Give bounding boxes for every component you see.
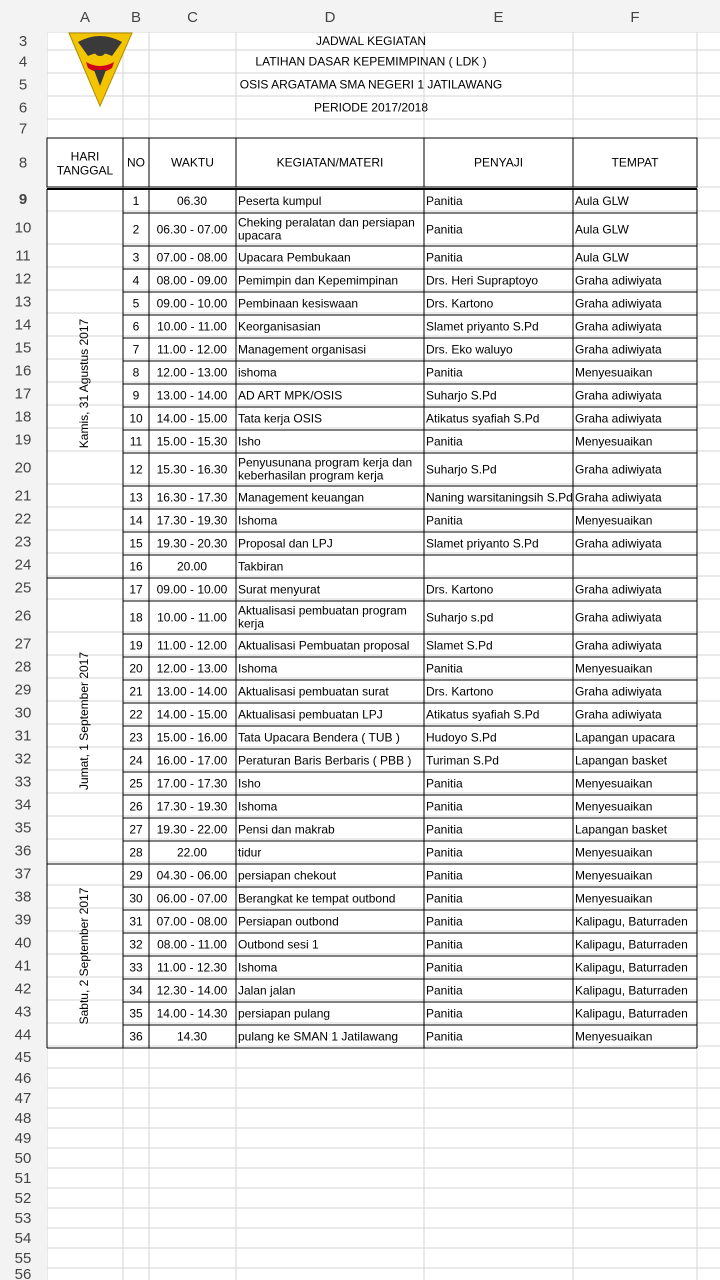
- cell-waktu[interactable]: 11.00 - 12.00: [157, 638, 227, 653]
- row-number[interactable]: 27: [14, 635, 32, 653]
- cell-tempat[interactable]: Aula GLW: [575, 194, 629, 208]
- cell-no[interactable]: 17: [129, 582, 143, 597]
- row-number[interactable]: 38: [14, 888, 32, 906]
- row-number[interactable]: 54: [14, 1230, 32, 1247]
- cell-no[interactable]: 34: [129, 983, 143, 998]
- cell-kegiatan[interactable]: pulang ke SMAN 1 Jatilawang: [238, 1029, 399, 1044]
- cell-kegiatan[interactable]: Aktualisasi pembuatan surat: [238, 684, 389, 699]
- table-row[interactable]: [123, 412, 697, 431]
- cell-kegiatan[interactable]: Isho: [238, 776, 261, 791]
- row-number[interactable]: 32: [14, 750, 32, 768]
- row-number[interactable]: 43: [14, 1003, 32, 1021]
- cell-kegiatan[interactable]: Aktualisasi pembuatan LPJ: [238, 707, 383, 722]
- cell-waktu[interactable]: 09.00 - 10.00: [156, 582, 228, 597]
- cell-waktu[interactable]: 16.00 - 17.00: [156, 753, 228, 768]
- cell-no[interactable]: 24: [129, 753, 143, 768]
- cell-penyaji[interactable]: Panitia: [426, 776, 463, 791]
- table-row[interactable]: [123, 731, 697, 750]
- cell-no[interactable]: 21: [129, 684, 143, 699]
- cell-penyaji[interactable]: Panitia: [426, 513, 463, 528]
- table-row[interactable]: [123, 754, 697, 773]
- cell-waktu[interactable]: 07.00 - 08.00: [156, 250, 228, 265]
- cell-waktu[interactable]: 07.00 - 08.00: [156, 914, 228, 929]
- cell-tempat[interactable]: Graha adiwiyata: [575, 638, 662, 653]
- cell-kegiatan[interactable]: Pensi dan makrab: [238, 822, 335, 837]
- cell-penyaji[interactable]: Panitia: [426, 845, 463, 860]
- cell-no[interactable]: 1: [132, 194, 140, 208]
- cell-kegiatan[interactable]: Aktualisasi pembuatan program: [238, 603, 407, 618]
- cell-kegiatan[interactable]: Ishoma: [238, 513, 278, 528]
- row-number[interactable]: 41: [14, 957, 32, 975]
- row-number[interactable]: 37: [14, 865, 32, 883]
- cell-waktu[interactable]: 11.00 - 12.00: [157, 342, 227, 357]
- cell-tempat[interactable]: Graha adiwiyata: [575, 388, 662, 403]
- cell-no[interactable]: 23: [129, 730, 143, 745]
- row-number[interactable]: 6: [18, 99, 28, 117]
- cell-tempat[interactable]: Graha adiwiyata: [575, 684, 662, 699]
- cell-no[interactable]: 33: [129, 960, 143, 975]
- cell-waktu[interactable]: 09.00 - 10.00: [156, 296, 228, 311]
- cell-waktu[interactable]: 15.30 - 16.30: [156, 462, 228, 477]
- table-row[interactable]: [123, 343, 697, 362]
- cell-penyaji[interactable]: Hudoyo S.Pd: [426, 730, 497, 745]
- cell-no[interactable]: 16: [129, 559, 143, 574]
- row-number[interactable]: 26: [14, 607, 32, 625]
- table-row[interactable]: [123, 389, 697, 408]
- cell-penyaji[interactable]: Panitia: [426, 250, 463, 265]
- cell-penyaji[interactable]: Naning warsitaningsih S.Pd: [426, 490, 573, 505]
- cell-penyaji[interactable]: Slamet priyanto S.Pd: [426, 536, 539, 551]
- row-number[interactable]: 22: [14, 510, 32, 528]
- cell-no[interactable]: 26: [129, 799, 143, 814]
- cell-no[interactable]: 4: [132, 273, 140, 288]
- row-number[interactable]: 5: [18, 76, 28, 94]
- cell-waktu[interactable]: 06.00 - 07.00: [156, 891, 228, 906]
- cell-tempat[interactable]: Graha adiwiyata: [575, 462, 662, 477]
- row-number[interactable]: 21: [14, 487, 32, 505]
- row-header-bar[interactable]: [0, 32, 47, 1280]
- cell-kegiatan[interactable]: Peraturan Baris Berbaris ( PBB ): [238, 753, 412, 768]
- column-header-bg: [0, 0, 720, 32]
- cell-tempat[interactable]: Lapangan upacara: [575, 730, 676, 745]
- cell-kegiatan[interactable]: Tata kerja OSIS: [238, 411, 323, 426]
- cell-tempat[interactable]: Aula GLW: [575, 250, 629, 265]
- table-row[interactable]: [123, 915, 697, 934]
- cell-kegiatan[interactable]: persiapan chekout: [238, 868, 337, 883]
- row-number[interactable]: 11: [15, 247, 31, 265]
- row-number[interactable]: 23: [14, 533, 32, 551]
- cell-penyaji[interactable]: Panitia: [426, 891, 463, 906]
- title-line: JADWAL KEGIATAN: [315, 34, 427, 48]
- day-label: Sabtu, 2 September 2017: [77, 887, 92, 1025]
- cell-no[interactable]: 20: [129, 661, 143, 676]
- row-number[interactable]: 35: [14, 819, 32, 837]
- cell-penyaji[interactable]: Panitia: [426, 914, 463, 929]
- cell-kegiatan[interactable]: kerja: [238, 616, 265, 631]
- row-number[interactable]: 28: [14, 658, 32, 676]
- cell-tempat[interactable]: Kalipagu, Baturraden: [575, 937, 688, 952]
- cell-kegiatan[interactable]: keberhasilan program kerja: [238, 468, 384, 483]
- cell-waktu[interactable]: 16.30 - 17.30: [156, 490, 228, 505]
- cell-kegiatan[interactable]: Aktualisasi Pembuatan proposal: [238, 638, 410, 653]
- cell-kegiatan[interactable]: Tata Upacara Bendera ( TUB ): [238, 730, 400, 745]
- table-row[interactable]: [123, 639, 697, 658]
- table-row[interactable]: [123, 366, 697, 385]
- table-row[interactable]: [123, 194, 697, 213]
- cell-no[interactable]: 9: [132, 388, 140, 403]
- row-number[interactable]: 34: [14, 796, 32, 814]
- title-line: PERIODE 2017/2018: [313, 100, 429, 115]
- header-tanggal: TANGGAL: [56, 163, 114, 178]
- cell-kegiatan[interactable]: Proposal dan LPJ: [238, 536, 333, 551]
- row-number[interactable]: 19: [14, 431, 32, 449]
- header-tempat: TEMPAT: [611, 155, 659, 170]
- cell-no[interactable]: 15: [129, 536, 143, 551]
- cell-tempat[interactable]: Graha adiwiyata: [575, 536, 662, 551]
- cell-kegiatan[interactable]: Pemimpin dan Kepemimpinan: [238, 273, 399, 288]
- cell-penyaji[interactable]: Drs. Kartono: [426, 684, 494, 699]
- header-no: NO: [127, 155, 145, 170]
- cell-kegiatan[interactable]: Berangkat ke tempat outbond: [238, 891, 396, 906]
- row-number[interactable]: 55: [14, 1250, 32, 1267]
- row-number[interactable]: 3: [18, 33, 28, 50]
- cell-tempat[interactable]: Kalipagu, Baturraden: [575, 983, 688, 998]
- table-row[interactable]: [123, 1007, 697, 1026]
- row-number[interactable]: 48: [14, 1110, 32, 1127]
- column-header-e[interactable]: E: [493, 9, 504, 26]
- row-number[interactable]: 20: [14, 459, 32, 477]
- cell-no[interactable]: 13: [129, 490, 143, 505]
- row-number-active[interactable]: 9: [18, 191, 28, 208]
- cell-waktu[interactable]: 13.00 - 14.00: [156, 388, 228, 403]
- day-label: Jumat, 1 September 2017: [77, 651, 92, 791]
- cell-tempat[interactable]: Lapangan basket: [575, 822, 668, 837]
- row-number[interactable]: 42: [14, 980, 32, 998]
- cell-tempat[interactable]: Aula GLW: [575, 222, 629, 237]
- row-number[interactable]: 8: [18, 154, 28, 172]
- cell-tempat[interactable]: Menyesuaikan: [575, 799, 653, 814]
- cell-no[interactable]: 18: [129, 610, 143, 625]
- table-row[interactable]: [123, 685, 697, 704]
- header-hari: HARI: [70, 149, 100, 164]
- cell-kegiatan[interactable]: Outbond sesi 1: [238, 937, 319, 952]
- column-header-f[interactable]: F: [630, 9, 640, 26]
- cell-tempat[interactable]: Menyesuaikan: [575, 365, 653, 380]
- cell-waktu[interactable]: 14.00 - 14.30: [156, 1006, 228, 1021]
- cell-waktu[interactable]: 13.00 - 14.00: [156, 684, 228, 699]
- row-number[interactable]: 46: [14, 1070, 32, 1087]
- header-kegiatan: KEGIATAN/MATERI: [276, 155, 384, 170]
- cell-no[interactable]: 8: [132, 365, 140, 380]
- cell-penyaji[interactable]: Suharjo S.Pd: [426, 388, 497, 403]
- cell-tempat[interactable]: Graha adiwiyata: [575, 411, 662, 426]
- cell-penyaji[interactable]: Turiman S.Pd: [426, 753, 499, 768]
- cell-kegiatan[interactable]: Management keuangan: [238, 490, 365, 505]
- cell-tempat[interactable]: Graha adiwiyata: [575, 296, 662, 311]
- cell-waktu[interactable]: 06.30 - 07.00: [156, 222, 228, 237]
- cell-no[interactable]: 14: [129, 513, 143, 528]
- cell-kegiatan[interactable]: Isho: [238, 434, 261, 449]
- cell-kegiatan[interactable]: Ishoma: [238, 661, 278, 676]
- cell-penyaji[interactable]: Suharjo S.Pd: [426, 462, 497, 477]
- row-number[interactable]: 33: [14, 773, 32, 791]
- row-number[interactable]: 14: [14, 316, 32, 334]
- table-row[interactable]: [123, 984, 697, 1003]
- cell-kegiatan[interactable]: Upacara Pembukaan: [238, 250, 351, 265]
- row-number[interactable]: 39: [14, 911, 32, 929]
- cell-penyaji[interactable]: Atikatus syafiah S.Pd: [426, 411, 540, 426]
- table-row[interactable]: [123, 604, 697, 635]
- cell-waktu[interactable]: 15.00 - 16.00: [156, 730, 228, 745]
- row-number[interactable]: 50: [14, 1150, 32, 1167]
- row-number[interactable]: 36: [14, 842, 32, 860]
- cell-tempat[interactable]: Menyesuaikan: [575, 1029, 653, 1044]
- cell-waktu[interactable]: 19.30 - 22.00: [156, 822, 228, 837]
- cell-penyaji[interactable]: Panitia: [426, 983, 463, 998]
- row-number[interactable]: 49: [14, 1130, 32, 1147]
- cell-kegiatan[interactable]: Management organisasi: [238, 342, 367, 357]
- row-number[interactable]: 47: [14, 1090, 32, 1107]
- cell-penyaji[interactable]: Slamet priyanto S.Pd: [426, 319, 539, 334]
- cell-waktu[interactable]: 08.00 - 11.00: [157, 937, 227, 952]
- row-number[interactable]: 29: [14, 681, 32, 699]
- cell-tempat[interactable]: Menyesuaikan: [575, 661, 653, 676]
- cell-penyaji[interactable]: Panitia: [426, 434, 463, 449]
- day-label: Kamis, 31 Agustus 2017: [77, 318, 92, 449]
- cell-no[interactable]: 31: [129, 914, 143, 929]
- cell-penyaji[interactable]: Slamet S.Pd: [426, 638, 493, 653]
- cell-waktu[interactable]: 10.00 - 11.00: [157, 319, 227, 334]
- row-number[interactable]: 10: [14, 219, 32, 237]
- cell-waktu[interactable]: 17.30 - 19.30: [156, 799, 228, 814]
- cell-kegiatan[interactable]: ishoma: [238, 365, 277, 380]
- cell-no[interactable]: 2: [132, 222, 140, 237]
- row-number[interactable]: 40: [14, 934, 32, 952]
- cell-no[interactable]: 5: [132, 296, 140, 311]
- cell-penyaji[interactable]: Drs. Kartono: [426, 296, 494, 311]
- title-line: OSIS ARGATAMA SMA NEGERI 1 JATILAWANG: [239, 77, 503, 92]
- schedule-table[interactable]: [47, 138, 697, 1048]
- cell-kegiatan[interactable]: Persiapan outbond: [238, 914, 339, 929]
- table-row[interactable]: [123, 583, 697, 602]
- cell-penyaji[interactable]: Panitia: [426, 822, 463, 837]
- cell-penyaji[interactable]: Drs. Kartono: [426, 582, 494, 597]
- cell-tempat[interactable]: Graha adiwiyata: [575, 273, 662, 288]
- cell-penyaji[interactable]: Panitia: [426, 1029, 463, 1044]
- cell-tempat[interactable]: Kalipagu, Baturraden: [575, 914, 688, 929]
- cell-no[interactable]: 35: [129, 1006, 143, 1021]
- cell-no[interactable]: 32: [129, 937, 143, 952]
- cell-tempat[interactable]: Kalipagu, Baturraden: [575, 960, 688, 975]
- cell-waktu[interactable]: 11.00 - 12.30: [157, 960, 227, 975]
- cell-tempat[interactable]: Menyesuaikan: [575, 845, 653, 860]
- cell-penyaji[interactable]: Drs. Heri Supraptoyo: [426, 273, 539, 288]
- cell-tempat[interactable]: Menyesuaikan: [575, 868, 653, 883]
- cell-waktu[interactable]: 14.00 - 15.00: [156, 411, 228, 426]
- table-row[interactable]: [123, 961, 697, 980]
- cell-penyaji[interactable]: Atikatus syafiah S.Pd: [426, 707, 540, 722]
- cell-no[interactable]: 3: [132, 250, 140, 265]
- header-waktu: WAKTU: [171, 155, 214, 170]
- cell-waktu[interactable]: 12.00 - 13.00: [156, 661, 228, 676]
- cell-waktu[interactable]: 22.00: [176, 845, 208, 860]
- cell-tempat[interactable]: Graha adiwiyata: [575, 582, 662, 597]
- row-number[interactable]: 53: [14, 1210, 32, 1227]
- row-number[interactable]: 31: [14, 727, 32, 745]
- cell-no[interactable]: 28: [129, 845, 143, 860]
- cell-kegiatan[interactable]: persiapan pulang: [238, 1006, 331, 1021]
- cell-kegiatan[interactable]: AD ART MPK/OSIS: [238, 388, 343, 403]
- cell-no[interactable]: 22: [129, 707, 143, 722]
- table-row[interactable]: [123, 514, 697, 533]
- cell-penyaji[interactable]: Panitia: [426, 799, 463, 814]
- cell-waktu[interactable]: 12.30 - 14.00: [156, 983, 228, 998]
- cell-kegiatan[interactable]: Ishoma: [238, 960, 278, 975]
- row-number[interactable]: 4: [18, 53, 28, 71]
- table-row[interactable]: [123, 251, 697, 270]
- row-number[interactable]: 13: [14, 293, 32, 311]
- cell-kegiatan[interactable]: Pembinaan kesiswaan: [238, 296, 359, 311]
- cell-kegiatan[interactable]: upacara: [238, 228, 282, 243]
- cell-no[interactable]: 30: [129, 891, 143, 906]
- row-number[interactable]: 18: [14, 408, 32, 426]
- cell-no[interactable]: 11: [129, 434, 143, 449]
- cell-tempat[interactable]: Graha adiwiyata: [575, 490, 662, 505]
- cell-penyaji[interactable]: Panitia: [426, 868, 463, 883]
- cell-penyaji[interactable]: Panitia: [426, 937, 463, 952]
- column-header-bar[interactable]: [0, 0, 720, 32]
- cell-tempat[interactable]: Kalipagu, Baturraden: [575, 1006, 688, 1021]
- cell-penyaji[interactable]: Panitia: [426, 1006, 463, 1021]
- cell-kegiatan[interactable]: Surat menyurat: [238, 582, 321, 597]
- table-row[interactable]: [123, 216, 697, 247]
- title-block: [240, 34, 503, 115]
- column-header-a[interactable]: A: [79, 9, 91, 26]
- cell-no[interactable]: 29: [129, 868, 143, 883]
- cell-penyaji[interactable]: Suharjo s.pd: [426, 610, 494, 625]
- cell-kegiatan[interactable]: Jalan jalan: [238, 983, 296, 998]
- cell-kegiatan[interactable]: Penyusunana program kerja dan: [238, 455, 413, 470]
- cell-waktu[interactable]: 04.30 - 06.00: [156, 868, 228, 883]
- cell-tempat[interactable]: Graha adiwiyata: [575, 342, 662, 357]
- table-row[interactable]: [123, 892, 697, 911]
- row-number[interactable]: 24: [14, 556, 32, 574]
- header-penyaji: PENYAJI: [473, 155, 524, 170]
- cell-kegiatan[interactable]: Takbiran: [238, 559, 284, 574]
- table-row[interactable]: [123, 938, 697, 957]
- row-number[interactable]: 15: [14, 339, 32, 357]
- cell-waktu[interactable]: 12.00 - 13.00: [156, 365, 228, 380]
- table-row[interactable]: [123, 662, 697, 681]
- row-number[interactable]: 30: [14, 704, 32, 722]
- cell-kegiatan[interactable]: Peserta kumpul: [238, 194, 322, 208]
- cell-waktu[interactable]: 08.00 - 09.00: [156, 273, 228, 288]
- cell-tempat[interactable]: Menyesuaikan: [575, 776, 653, 791]
- table-row[interactable]: [123, 537, 697, 556]
- title-line: LATIHAN DASAR KEPEMIMPINAN ( LDK ): [255, 54, 487, 69]
- cell-no[interactable]: 10: [129, 411, 143, 426]
- row-number[interactable]: 16: [14, 362, 32, 380]
- cell-no[interactable]: 25: [129, 776, 143, 791]
- table-row[interactable]: [123, 560, 697, 579]
- cell-waktu[interactable]: 10.00 - 11.00: [157, 610, 227, 625]
- cell-penyaji[interactable]: Panitia: [426, 661, 463, 676]
- cell-penyaji[interactable]: Panitia: [426, 222, 463, 237]
- row-number[interactable]: 17: [14, 385, 32, 403]
- table-row[interactable]: [123, 456, 697, 487]
- row-number[interactable]: 25: [14, 579, 32, 597]
- table-row[interactable]: [123, 320, 697, 339]
- cell-no[interactable]: 7: [132, 342, 140, 357]
- row-number[interactable]: 12: [14, 270, 32, 288]
- cell-tempat[interactable]: Graha adiwiyata: [575, 319, 662, 334]
- table-row[interactable]: [123, 800, 697, 819]
- table-row[interactable]: [123, 1030, 697, 1049]
- cell-penyaji[interactable]: Panitia: [426, 960, 463, 975]
- cell-no[interactable]: 6: [132, 319, 140, 334]
- cell-waktu[interactable]: 17.00 - 17.30: [156, 776, 228, 791]
- table-row[interactable]: [123, 708, 697, 727]
- row-number[interactable]: 52: [14, 1190, 32, 1207]
- cell-waktu[interactable]: 06.30: [176, 194, 208, 208]
- cell-tempat[interactable]: Lapangan basket: [575, 753, 668, 768]
- table-row[interactable]: [123, 823, 697, 842]
- cell-waktu[interactable]: 20.00: [176, 559, 208, 574]
- row-number[interactable]: 44: [14, 1026, 32, 1044]
- cell-no[interactable]: 12: [129, 462, 143, 477]
- cell-no[interactable]: 19: [129, 638, 143, 653]
- table-row[interactable]: [123, 274, 697, 293]
- cell-tempat[interactable]: Menyesuaikan: [575, 434, 653, 449]
- cell-kegiatan[interactable]: Ishoma: [238, 799, 278, 814]
- row-number[interactable]: 51: [14, 1170, 32, 1187]
- cell-tempat[interactable]: Menyesuaikan: [575, 513, 653, 528]
- cell-waktu[interactable]: 17.30 - 19.30: [156, 513, 228, 528]
- cell-penyaji[interactable]: Drs. Eko waluyo: [426, 342, 513, 357]
- row-number[interactable]: 56: [14, 1266, 32, 1280]
- column-header-c[interactable]: C: [187, 9, 198, 26]
- cell-tempat[interactable]: Menyesuaikan: [575, 891, 653, 906]
- cell-waktu[interactable]: 15.00 - 15.30: [156, 434, 228, 449]
- cell-no[interactable]: 36: [129, 1029, 143, 1044]
- cell-tempat[interactable]: Graha adiwiyata: [575, 610, 662, 625]
- row-number[interactable]: 45: [14, 1049, 32, 1066]
- table-row[interactable]: [123, 846, 697, 865]
- row-number[interactable]: 7: [18, 120, 28, 138]
- table-row[interactable]: [123, 297, 697, 316]
- column-header-b[interactable]: B: [130, 9, 142, 26]
- table-row[interactable]: [123, 869, 697, 888]
- cell-kegiatan[interactable]: Cheking peralatan dan persiapan: [238, 215, 415, 230]
- table-row[interactable]: [123, 777, 697, 796]
- cell-waktu[interactable]: 19.30 - 20.30: [156, 536, 228, 551]
- cell-waktu[interactable]: 14.30: [176, 1029, 208, 1044]
- column-header-d[interactable]: D: [324, 9, 336, 26]
- table-row[interactable]: [123, 491, 697, 510]
- cell-tempat[interactable]: Graha adiwiyata: [575, 707, 662, 722]
- cell-penyaji[interactable]: Panitia: [426, 365, 463, 380]
- cell-no[interactable]: 27: [129, 822, 143, 837]
- cell-waktu[interactable]: 14.00 - 15.00: [156, 707, 228, 722]
- cell-kegiatan[interactable]: Keorganisasian: [238, 319, 321, 334]
- cell-kegiatan[interactable]: tidur: [238, 845, 262, 860]
- table-row[interactable]: [123, 435, 697, 454]
- cell-penyaji[interactable]: Panitia: [426, 194, 463, 208]
